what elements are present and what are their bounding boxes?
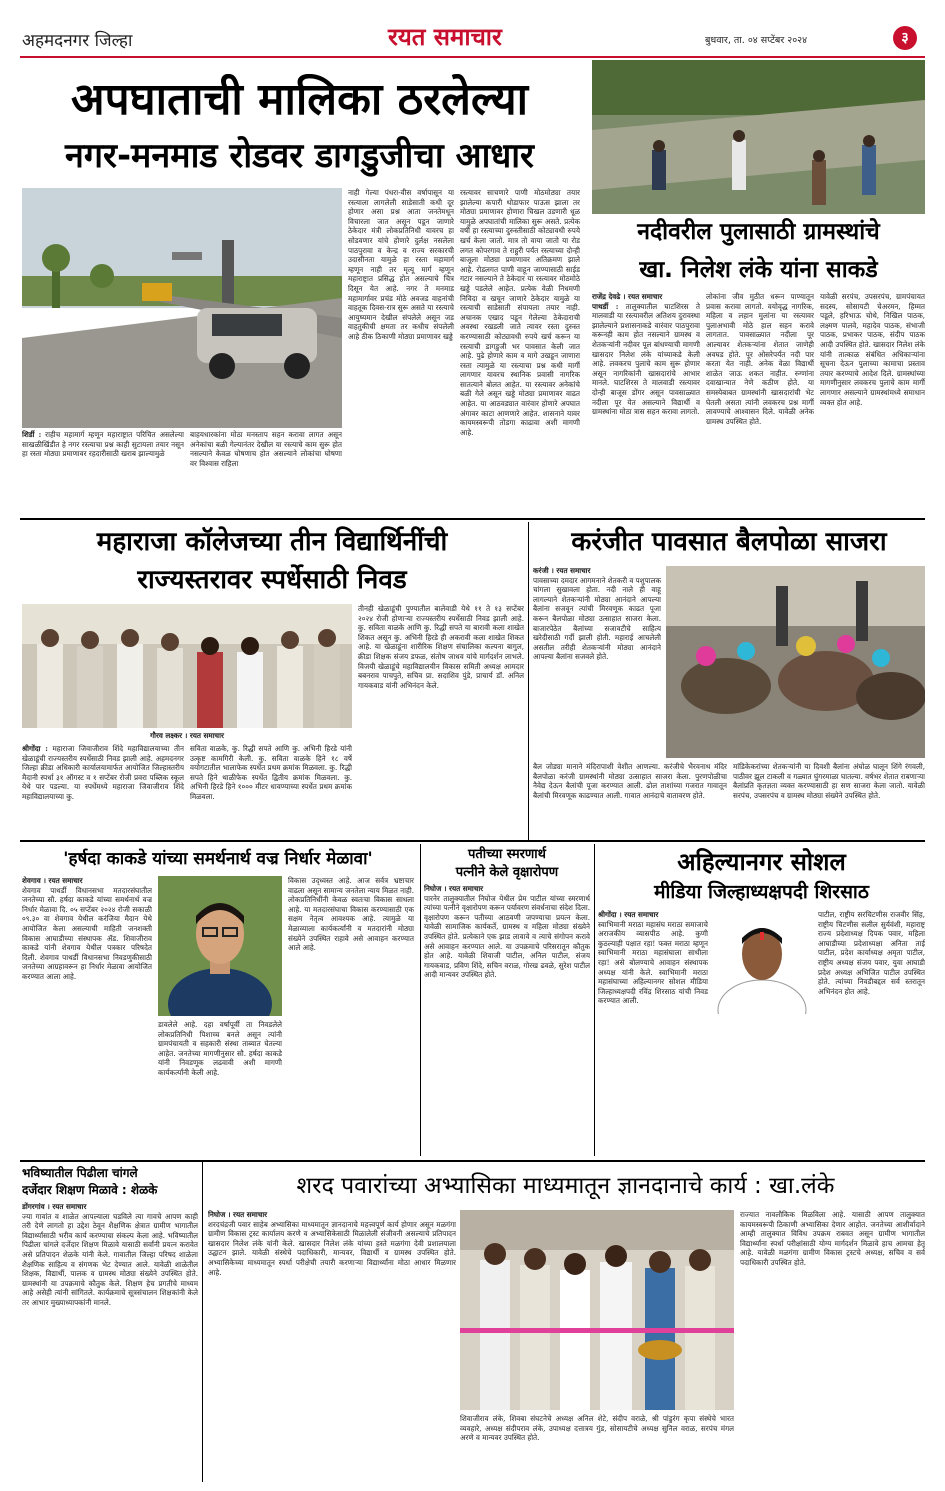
story9-inauguration-photo bbox=[460, 1210, 734, 1410]
story1-caption-dateline: शिर्डी : bbox=[22, 430, 42, 439]
road-car-illustration bbox=[22, 188, 342, 428]
page-number-badge bbox=[893, 26, 917, 50]
story7-headline-1: अहिल्यानगर सोशल bbox=[677, 848, 846, 876]
story4-column-3: मांडिकेकरांच्या शेतकऱ्यांनी या दिवशी बैलांना अंघोळ घालून शिंगे रंगवली, पाठीवर झूल टाकली व गळ्यात घुंगरमाळा घातल्या. वर्षभर शेतात राबणाऱ्या बैलांप्रति कृतज्ञता व्यक्त करण्यासाठी हा सण साजरा केला जातो. यावेळी सरपंच, उपसरपंच व ग्रामस्थ मोठ्या संख्येने उपस्थित होते. bbox=[733, 762, 925, 800]
page-number: ३ bbox=[901, 30, 909, 46]
story3-group-photo bbox=[22, 604, 352, 728]
story4-column-1-text: पावसाच्या दमदार आगमनाने शेतकरी व पशुपालक चांगला सुखावला होता. नदी नाले ही वाहू लागल्याने शेतकऱ्यांनी मोठ्या आनंदाने आपल्या बैलांना सजवून त्यांची मिरवणूक काढत पूजा करून बैलपोळा मोठ्या उत्साहात साजरा केला. बाजारपेठेत बैलांच्या सजावटीचे साहित्य खरेदीसाठी गर्दी झाली होती. महाराई आचलेली असतील तरीही शेतकऱ्यांनी मोठ्या आनंदाने आपल्या बैलांना सजवले होते. bbox=[533, 575, 661, 662]
story4-column-1 bbox=[533, 566, 661, 758]
story7-column-1 bbox=[598, 910, 708, 1154]
story7-column-2: पाटील, राष्ट्रीय सरचिटणीस राजवीर सिंह, राष्ट्रीय चिटणीस सलील सुर्यवंशी, महाराष्ट्र राज्य प्रदेशाध्यक्ष दिपक पवार, महिला आघाडीच्या प्रदेशाध्यक्षा अनिता ताई पाटील, प्रदेश कार्याध्यक्ष अमृता पाटील, राष्ट्रीय अध्यक्ष संजय पवार, युवा आघाडी प्रदेश अध्यक्ष अभिजित पाटील उपस्थित होते. त्यांच्या निवडीबद्दल सर्व स्तरातून अभिनंदन होत आहे. bbox=[818, 910, 925, 996]
story5-portrait-photo bbox=[158, 876, 282, 1016]
story9-column-2: राज्यात नावलौकिक मिळविला आहे. यासाठी आपण तालुक्यात कायमस्वरूपी ठिकाणी अभ्यासिका देणार आहोत. जनतेच्या आशीर्वादाने आम्ही तालुक्यात विविध उपक्रम राबवत असून ग्रामीण भागातील विद्यार्थ्यांना स्पर्धा परीक्षांसाठी योग्य मार्गदर्शन मिळावे हाच आमचा हेतू आहे. यावेळी मळगंगा ग्रामीण विकास ट्रस्टचे अध्यक्ष, सचिव व सर्व पदाधिकारी उपस्थित होते. bbox=[740, 1210, 925, 1267]
story7-portrait-photo bbox=[712, 910, 812, 1014]
story2-byline: राजेंद्र देवढे । रयत समाचार bbox=[592, 292, 663, 301]
group-photo-illustration bbox=[22, 604, 352, 728]
story4-column-2: बैल जोड्या मानाने मंदिरापाशी वेशीत आणल्या. करंजीचे भैरवनाथ मंदिर बैलपोळा करंजी ग्रामस्थांनी मोठ्या उत्साहात साजरा केला. पुरणपोळीचा नैवेद्य देऊन बैलांची पूजा करण्यात आली. ढोल ताशांच्या गजरात गावातून बैलांची मिरवणूक काढण्यात आली. गावात आनंदाचे वातावरण होते. bbox=[533, 762, 727, 800]
story7-headline-2: मीडिया जिल्हाध्यक्षपदी शिरसाठ bbox=[654, 881, 869, 903]
river-crowd-illustration bbox=[592, 60, 925, 214]
story8-dateline: डोंगरगांव । रयत समाचार bbox=[22, 1202, 87, 1211]
vertical-divider-4 bbox=[202, 1162, 203, 1482]
portrait-young-man-illustration bbox=[712, 910, 812, 1014]
story3-caption: गौरव लक्ष्कर । रयत समाचार bbox=[150, 731, 224, 740]
story3-headline-2: राज्यस्तरावर स्पर्धेसाठी निवड bbox=[137, 565, 407, 595]
story7-column-1-text: स्वाभिमानी मराठा महासंघ मराठा समाजाचे अराजकीय व्यासपीठ आहे. कुणी कुठल्याही पक्षात रहा! फक्त मराठा म्हणून स्वाभिमानी मराठा महासंघाला साथीला रहा! असे बोलण्याचे आवाहन संस्थापक अध्यक्ष यांनी केले. स्वाभिमानी मराठा महासंघाच्या अहिल्यानगर सोशल मीडिया जिल्हाध्यक्षपदी रविंद्र शिरसाठ यांची निवड करण्यात आली. bbox=[598, 919, 708, 1006]
story5-column-2: डावलेले आहे. दहा वर्षापूर्वी ता निवडलेले लोकप्रतिनिधी पिशाच्च बनले असून त्यांनी ग्रामपंचायती व सहकारी संस्था ताब्यात घेतल्या आहेत. जनतेच्या मागणीनुसार सौ. हर्षदा काकडे यांनी निवडणूक लढवावी अशी मागणी कार्यकर्त्यांनी केली आहे. bbox=[158, 1020, 282, 1077]
story5-column-3: विकास उद्ध्वस्त आहे. आज सर्वत्र भ्रष्टाचार वाढला असून सामान्य जनतेला न्याय मिळत नाही. लोकप्रतिनिधींनी केवळ स्वतःचा विकास साधला आहे. या मतदारसंघाचा विकास करण्यासाठी एक सक्षम नेतृत्व आवश्यक आहे. त्यामुळे या मेळाव्याला कार्यकर्त्यांनी व मतदारांनी मोठ्या संख्येने उपस्थित राहावे असे आवाहन करण्यात आले आहे. bbox=[288, 876, 414, 953]
vertical-divider-2 bbox=[420, 844, 421, 1156]
vertical-divider-3 bbox=[594, 844, 595, 1156]
story8-body bbox=[22, 1202, 198, 1482]
story4-bullocks-photo bbox=[666, 566, 925, 758]
story9-caption: शिवाजीराव लंके, शिवबा संघटनेचे अध्यक्ष अनिल शेटे, संदीप वराळे, श्री पांडुरंग कृपा संस्थेचे भारत व्यवहारे, अध्यक्ष संदीपराव लंके, उपाध्यक्ष दत्तात्रय गुंड, सोसायटीचे अध्यक्ष सुनिल वराळ, सरपंच मंगल अरणे व मान्यवर उपस्थित होते. bbox=[460, 1414, 734, 1443]
story3-dateline: श्रीगोंदा : bbox=[22, 744, 48, 753]
story5-dateline: शेवगाव । रयत समाचार bbox=[22, 876, 83, 885]
story5-column-1 bbox=[22, 876, 152, 1154]
portrait-man-illustration bbox=[158, 876, 282, 1016]
story7-dateline: श्रीगोंदा । रयत समाचार bbox=[598, 910, 659, 919]
story3-column-1-text: महाराजा जिवाजीराव शिंदे महाविद्यालयाच्या तीन खेळाडूंची राज्यस्तरीय स्पर्धेसाठी निवड झाली आहे. अहमदनगर जिल्हा क्रीडा अधिकारी कार्यालयामार्फत आयोजित जिल्हास्तरीय मैदानी स्पर्धा ३१ ऑगस्ट व १ सप्टेंबर रोजी प्रवरा पब्लिक स्कूल येथे पार पडल्या. या स्पर्धेमध्ये महाराजा जिवाजीराव शिंदे महाविद्यालयाच्या कु. bbox=[22, 744, 184, 801]
story8-headline-2: दर्जेदार शिक्षण मिळावे : शेळके bbox=[22, 1183, 158, 1197]
story2-headline-2: खा. निलेश लंके यांना साकडे bbox=[639, 257, 878, 283]
story9-column-1 bbox=[208, 1210, 456, 1480]
story2-dateline: पाथर्डी : bbox=[592, 301, 619, 311]
story9-dateline: निघोज । रयत समाचार bbox=[208, 1210, 268, 1219]
page-header bbox=[0, 0, 945, 60]
story1-column-2: नाही गेल्या पंधरा-वीस वर्षापासून या रस्त्याला लागलेली साडेसाती कधी दूर होणार असा प्रश्न आता जनतेमधून विचारला जात असून पडून जाणारे ठेकेदार मंत्री लोकप्रतिनिधी यावरच हा सोडवणार यांचे होणारे दुर्लक्ष नसलेला पाठपुरावा व केन्द्र व राज्य सरकारची उदासीनता यामुळे हा रस्ता महामार्ग म्हणून नाही तर मृत्यू मार्ग म्हणून महाराष्ट्रात प्रसिद्ध होत असल्याचे चित्र दिसून येत आहे. नगर ते मनमाड महामार्गावर प्रचंड मोठे अवजड वाहनांची वाहतूक दिवस-रात्र सुरू असते या रस्त्याचे आयुष्यमान देखील संपलेले असून जड वाहतुकीची क्षमता तर कधीच संपलेली आहे ठीक ठिकाणी मोठ्या प्रमाणावर खड्डे bbox=[348, 188, 454, 341]
story1-headline-1: अपघाताची मालिका ठरलेल्या bbox=[71, 74, 528, 125]
story3-column-1 bbox=[22, 744, 184, 836]
story3-column-3: तीनही खेळाडूंची पुण्यातील बालेवाडी येथे ११ ते १३ सप्टेंबर २०२४ रोजी होणाऱ्या राज्यस्तरीय स्पर्धेसाठी निवड झाली आहे. कु. सविता वाळके आणि कु. रिद्धी सपते या बारावी कला शाखेत शिकत असून कु. अभिनी हिरडे ही अकरावी कला शाखेत शिकत आहे. या खेळाडूंना शारीरिक शिक्षण संचालिका कल्पना बागुल, क्रीडा शिक्षक संजय डफळ, संतोष जाधव यांचे मार्गदर्शन लाभले. विजयी खेळाडूंचे महाविद्यालयीन विकास समिती अध्यक्ष आमदार बबनराव पाचपुते, सचिव प्रा. सदाशिव पुंडे, प्राचार्य डॉ. अनिल गायकवाड यांनी अभिनंदन केले. bbox=[358, 604, 524, 690]
story5-headline: 'हर्षदा काकडे यांच्या समर्थनार्थ वज्र निर्धार मेळावा' bbox=[63, 849, 373, 869]
story1-headline-2: नगर-मनमाड रोडवर डागडुजीचा आधार bbox=[65, 136, 534, 176]
story2-column-1 bbox=[592, 292, 700, 512]
issue-date: बुधवार, ता. ०४ सप्टेंबर २०२४ bbox=[705, 35, 808, 46]
story2-column-2: लोकांना जीव मुठीत धरून पाण्यातून प्रवास करावा लागतो. वयोवृद्ध नागरिक, महिला व लहान मुलांना या रस्त्यावर पुलाअभावी मोठे हाल सहन करावे लागतात. पावसाळ्यात नदीला पूर आल्यावर शेतकऱ्यांना शेतात जाणेही अवघड होते. पूर ओसरेपर्यंत नदी पार करता येत नाही. अनेक वेळा विद्यार्थी शाळेत जाऊ शकत नाहीत. रुग्णांना दवाखान्यात नेणे कठीण होते. या समस्येबाबत ग्रामस्थांनी खासदारांची भेट घेतली असता त्यांनी लवकरच प्रश्न मार्गी लावण्याचे आश्वासन दिले. यावेळी अनेक ग्रामस्थ उपस्थित होते. bbox=[706, 292, 814, 426]
story8-body-text: ज्या गावांत व शाळेत आपल्याला घडविले त्या गावचे आपण काही तरी देणे लागतो हा उद्देश ठेवून शैक्षणिक क्षेत्रात ग्रामीण भागातील विद्यार्थ्यांसाठी भरीव कार्य करण्याचा संकल्प केला आहे. भविष्यातील पिढीला चांगले दर्जेदार शिक्षण मिळावे यासाठी सर्वांनी प्रयत्न करावेत असे प्रतिपादन शेळके यांनी केले. गावातील जिल्हा परिषद शाळेला शैक्षणिक साहित्य व संगणक भेट देण्यात आले. यावेळी शाळेतील शिक्षक, विद्यार्थी, पालक व ग्रामस्थ मोठ्या संख्येने उपस्थित होते. ग्रामस्थांनी या उपक्रमाचे कौतुक केले. शिक्षण हेच प्रगतीचे माध्यम आहे असेही त्यांनी सांगितले. कार्यक्रमाचे सूत्रसंचालन शिक्षकांनी केले तर आभार मुख्याध्यापकांनी मानले. bbox=[22, 1211, 198, 1307]
story6-body-text: पारनेर तालुक्यातील निघोज येथील प्रेम पाटील यांच्या स्मरणार्थ त्यांच्या पत्नीने वृक्षारोपण करून पर्यावरण संवर्धनाचा संदेश दिला. वृक्षारोपण करून पतीच्या आठवणी जपण्याचा प्रयत्न केला. यावेळी सामाजिक कार्यकर्ते, ग्रामस्थ व महिला मोठ्या संख्येने उपस्थित होते. प्रत्येकाने एक झाड लावावे व त्याचे संगोपन करावे असे आवाहन करण्यात आले. या उपक्रमाचे परिसरातून कौतुक होत आहे. यावेळी शिवाजी पाटील, अनिल पाटील, संजय गायकवाड, प्रविण शिंदे, सचिन वराळ, गोरख ढवळे, सुरेश पाटील आदी मान्यवर उपस्थित होते. bbox=[424, 893, 590, 980]
story6-headline-1: पतीच्या स्मरणार्थ bbox=[468, 847, 546, 862]
masthead: रयत समाचार bbox=[388, 23, 502, 51]
district-label: अहमदनगर जिल्हा bbox=[22, 31, 133, 51]
story1-column-3: रस्त्यावर साचणारे पाणी मोठमोठ्या तयार झालेल्या कपारी थोडाफार पाऊस झाला तर मोठ्या प्रमाणावर होणारा चिखल उडणारी धूळ यामुळे अपघातांची मालिका सुरू असते. प्रत्येक वर्षी हा रस्त्याच्या दुरुस्तीसाठी कोट्यावधी रुपये खर्च केला जातो. मात्र तो वाया जातो या रोड लगत कोपरगाव ते राहुरी पर्यंत रस्त्याच्या दोन्ही बाजूला मोठ्या प्रमाणावर अतिक्रमण झाले आहे. रोडलगत पाणी वाहून जाण्यासाठी साईड गटार नसल्याने ते ठेकेदार या रस्त्यावर मोठमोठे खड्डे पडलेले आहेत. प्रत्येक वेळी निधमणी निविदा व खचून जाणारे ठेकेदार यामुळे या रस्त्याची साडेसाती संपायला तयार नाही. अचानक एखाद पडून गेलेल्या ठेकेदाराची अवस्था रखडली जाते त्यावर रस्ता दुरुस्त करण्यासाठी कोट्यावधी रुपये खर्च करून या रस्त्याची डागडुजी भर पावसात केली जात आहे. पुढे होणारे काम व मागे उखडून जाणारा रस्ता त्यामुळे या रस्त्याचा प्रश्न कधी मार्गी लागणार यावरच स्थानिक प्रवासी नागरिक सातत्याने बोलत आहेत. या रस्त्यावर अनेकांचे बळी गेले असून खड्डे मोठ्या प्रमाणावर वाढत आहेत. या आठवड्यात वारंवार होणारे अपघात अंगावर काटा आणणारे आहेत. शासनाने यावर कायमस्वरूपी तोडगा काढावा अशी मागणी आहे. bbox=[460, 188, 580, 437]
section-divider-2 bbox=[20, 840, 925, 842]
story1-highway-photo bbox=[22, 188, 342, 428]
vertical-divider-1 bbox=[528, 522, 529, 840]
decorated-bullocks-illustration bbox=[666, 566, 925, 758]
story2-column-3: यावेळी सरपंच, उपसरपंच, ग्रामपंचायत सदस्य, सोसायटी चेअरमन, हिम्मत पडूले, हरिभाऊ चोथे, निखिल पाठक, लक्ष्मण पालवे, महादेव पाठक, संभाजी पाठक, प्रभाकर पाठक, संदीप पाठक आदी उपस्थित होते. खासदार निलेश लंके यांनी तात्काळ संबंधित अधिकाऱ्यांना सूचना देऊन पुलाच्या कामाचा प्रस्ताव तयार करण्याचे आदेश दिले. ग्रामस्थांच्या मागणीनुसार लवकरच पुलाचे काम मार्गी लागणार असल्याने ग्रामस्थांमध्ये समाधान व्यक्त होत आहे. bbox=[820, 292, 925, 407]
story2-river-photo bbox=[592, 60, 925, 214]
story6-body bbox=[424, 884, 590, 1154]
story3-headline-1: महाराजा कॉलेजच्या तीन विद्यार्थिनींची bbox=[96, 527, 448, 557]
section-divider-1 bbox=[20, 518, 925, 520]
section-divider-3 bbox=[20, 1160, 925, 1162]
story3-column-2: सविता वाळके, कु. रिद्धी सपते आणि कु. अभिनी हिरडे यांनी उत्कृष्ट कामगिरी केली. कु. सविता वाळके हिने १८ वर्षे वयोगटातील भालाफेक स्पर्धेत प्रथम क्रमांक मिळवला. कु. रिद्धी सपते हिने थाळीफेक स्पर्धेत द्वितीय क्रमांक मिळवला. कु. अभिनी हिरडे हिने १००० मीटर धावण्याच्या स्पर्धेत प्रथम क्रमांक मिळवला. bbox=[190, 744, 352, 801]
story9-column-1-text: शरदचंद्रजी पवार साहेब अभ्यासिका माध्यमातून ज्ञानदानाचे महत्त्वपूर्ण कार्य होणार असून मळगंगा ग्रामीण विकास ट्रस्ट कार्यालय करणे व अभ्यासिकेसाठी मिळालेली संजीवनी असल्याचे प्रतिपादन खासदार निलेश लंके यांनी केले. खासदार निलेश लंके यांच्या हस्ते मळगंगा देवी प्रशालयाला उद्घाटन झाले. यावेळी संस्थेचे पदाधिकारी, मान्यवर, विद्यार्थी व ग्रामस्थ उपस्थित होते. अभ्यासिकेच्या माध्यमातून स्पर्धा परीक्षेची तयारी करणाऱ्या विद्यार्थ्यांना मोठा आधार मिळणार आहे. bbox=[208, 1219, 456, 1277]
story1-caption-text: राहीच महामार्ग म्हणून महाराष्ट्रात परिचित असलेल्या साखळीखिंडीत हे नगर रस्त्याचा प्रश्न काही सुटायला तयार नसून हा रस्ता मोठ्या प्रमाणावर रहदारीसाठी खराब झाल्यामुळे bbox=[22, 430, 184, 459]
story8-headline-1: भविष्यातील पिढीला चांगले bbox=[22, 1166, 138, 1180]
story2-column-1-text: तालुक्यातील घाटशिरस ते मालवाडी या रस्त्यावरील अतिशय दुरावस्था झालेल्याने प्रशासनाकडे वारंवार पाठपुरावा करूनही काम होत नसल्याने ग्रामस्थ व शेतकऱ्यांनी नदीवर पूल बांधण्याची मागणी खासदार निलेश लंके यांच्याकडे केली आहे. लवकरच पुलाचे काम सुरू होणार असून नागरिकांनी खासदारांचे आभार मानले. घाटशिरस ते मालवाडी रस्त्यावर दोन्ही बाजूस डोंगर असून पावसाळ्यात नदीला पूर येत असल्याने विद्यार्थी व ग्रामस्थांना मोठा त्रास सहन करावा लागतो. bbox=[592, 301, 700, 417]
story6-headline-2: पत्नीने केले वृक्षारोपण bbox=[455, 865, 559, 880]
story1-column-1: बाहयधारकांना मोठा मनस्ताप सहन करावा लागत असून अनेकांचा बळी गेल्यानंतर देखील या रस्त्याचे काम सुरू होत नसल्याने केवळ घोषणाच होत असल्याने लोकांचा घोषणा वर विश्वास राहिला bbox=[190, 430, 342, 468]
story4-dateline: करंजी । रयत समाचार bbox=[533, 566, 591, 575]
story5-column-1-text: शेवगाव पाथर्डी विधानसभा मतदारसंघातील जनतेच्या सौ. हर्षदा काकडे यांच्या समर्थनार्थ वज्र निर्धार मेळावा दि. ०५ सप्टेंबर २०२४ रोजी सकाळी ०९.३० वा शेवगाव येथील करंजिया मैदान येथे आयोजित केला असल्याची माहिती जनशक्ती विकास आघाडीच्या संस्थापक ॲड. शिवाजीराव काकडे यांनी शेवगाव येथील पत्रकार परिषदेत दिली. शेवगाव पाथर्डी विधानसभा निवडणुकीसाठी जनतेच्या आग्रहावरून हा निर्धार मेळावा आयोजित करण्यात आला आहे. bbox=[22, 885, 152, 981]
header-divider bbox=[20, 56, 925, 58]
story6-dateline: निघोज । रयत समाचार bbox=[424, 884, 484, 893]
story4-headline: करंजीत पावसात बैलपोळा साजरा bbox=[571, 527, 887, 557]
story2-headline-1: नदीवरील पुलासाठी ग्रामस्थांचे bbox=[637, 219, 880, 245]
ribbon-cutting-illustration bbox=[460, 1210, 734, 1410]
story9-headline: शरद पवारांच्या अभ्यासिका माध्यमातून ज्ञानदानाचे कार्य : खा.लंके bbox=[296, 1173, 835, 1199]
story1-caption bbox=[22, 430, 184, 510]
